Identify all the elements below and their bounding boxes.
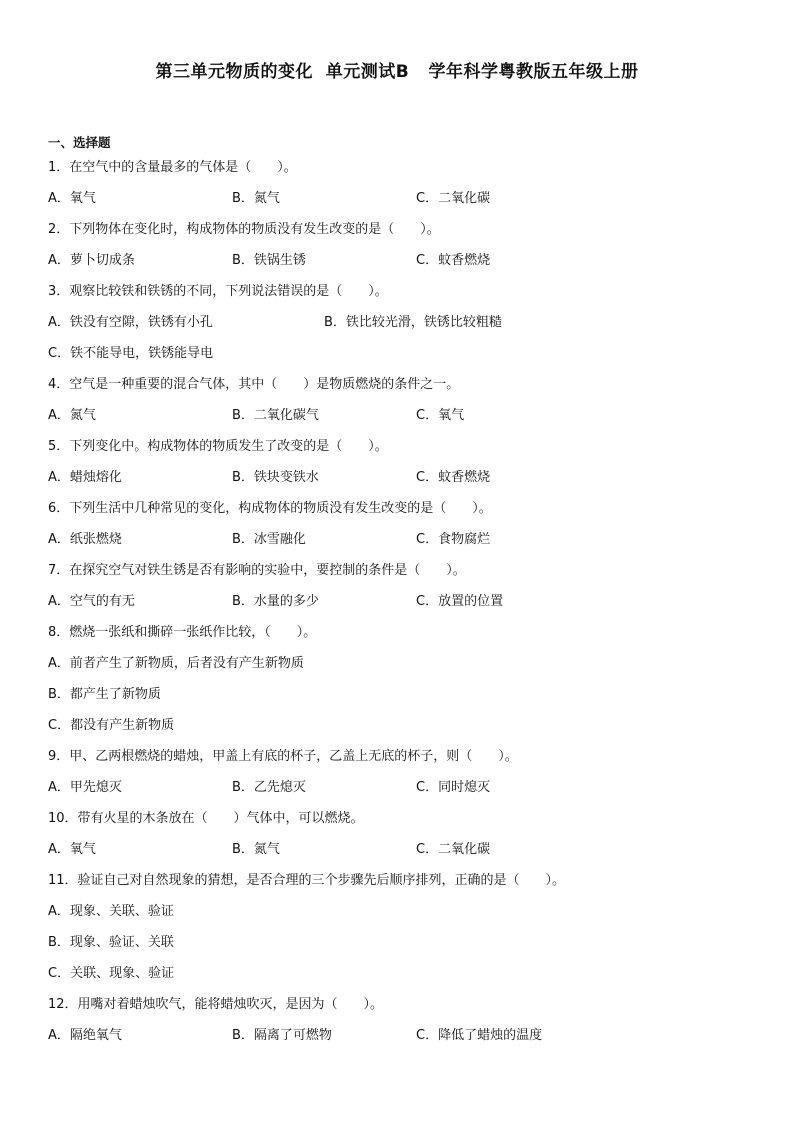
option-row	[48, 1024, 768, 1055]
answer-option: C．氧气	[416, 408, 465, 423]
answer-option: C．放置的位置	[416, 594, 504, 609]
question-stem: 10．带有火星的木条放在（ ）气体中，可以燃烧。	[48, 811, 364, 826]
answer-option: A．氮气	[48, 408, 96, 423]
answer-option: B．隔离了可燃物	[232, 1028, 332, 1043]
option-row	[48, 528, 768, 559]
answer-option: A．甲先熄灭	[48, 780, 122, 795]
answer-option: B．铁比较光滑，铁锈比较粗糙	[324, 315, 502, 330]
answer-option: B．铁锅生锈	[232, 253, 306, 268]
answer-option: A．氧气	[48, 842, 96, 857]
answer-option: B．二氧化碳气	[232, 408, 319, 423]
answer-option: C．铁不能导电，铁锈能导电	[48, 346, 214, 361]
answer-option: A．隔绝氧气	[48, 1028, 122, 1043]
answer-option: A．萝卜切成条	[48, 253, 135, 268]
option-row	[48, 900, 768, 931]
option-row	[48, 652, 768, 683]
answer-option: C．都没有产生新物质	[48, 718, 175, 733]
question-stem: 6．下列生活中几种常见的变化，构成物体的物质没有发生改变的是（ ）。	[48, 501, 492, 516]
answer-option: A．空气的有无	[48, 594, 135, 609]
answer-option: A．纸张燃烧	[48, 532, 122, 547]
answer-option: A．氧气	[48, 191, 96, 206]
answer-option: B．水量的多少	[232, 594, 319, 609]
page-title: 第三单元物质的变化 单元测试B 学年科学粤教版五年级上册	[155, 62, 639, 82]
option-row	[48, 714, 768, 745]
option-row	[48, 311, 768, 342]
question-stem: 11．验证自己对自然现象的猜想，是否合理的三个步骤先后顺序排列，正确的是（ ）。	[48, 873, 566, 888]
answer-option: B．氮气	[232, 842, 280, 857]
option-row	[48, 249, 768, 280]
answer-option: B．冰雪融化	[232, 532, 306, 547]
question-stem: 3．观察比较铁和铁锈的不同，下列说法错误的是（ ）。	[48, 284, 388, 299]
question-stem: 7．在探究空气对铁生锈是否有影响的实验中，要控制的条件是（ ）。	[48, 563, 466, 578]
question-list	[48, 156, 768, 1055]
answer-option: C．食物腐烂	[416, 532, 491, 547]
answer-option: B．乙先熄灭	[232, 780, 306, 795]
answer-option: B．都产生了新物质	[48, 687, 161, 702]
answer-option: C．二氧化碳	[416, 842, 491, 857]
answer-option: A．蜡烛熔化	[48, 470, 122, 485]
question-stem: 4．空气是一种重要的混合气体，其中（ ）是物质燃烧的条件之一。	[48, 377, 460, 392]
option-row	[48, 838, 768, 869]
option-row	[48, 187, 768, 218]
answer-option: B．铁块变铁水	[232, 470, 319, 485]
answer-option: C．关联、现象、验证	[48, 966, 175, 981]
option-row	[48, 683, 768, 714]
option-row	[48, 590, 768, 621]
answer-option: A．现象、关联、验证	[48, 904, 174, 919]
question-stem: 1．在空气中的含量最多的气体是（ ）。	[48, 160, 297, 175]
question-stem: 12．用嘴对着蜡烛吹气，能将蜡烛吹灭，是因为（ ）。	[48, 997, 384, 1012]
question-stem: 5．下列变化中。构成物体的物质发生了改变的是（ ）。	[48, 439, 388, 454]
question-stem: 8．燃烧一张纸和撕碎一张纸作比较，（ ）。	[48, 625, 317, 640]
option-row	[48, 404, 768, 435]
option-row	[48, 962, 768, 993]
section-heading: 一、选择题	[48, 135, 111, 150]
answer-option: A．前者产生了新物质，后者没有产生新物质	[48, 656, 304, 671]
answer-option: C．蚊香燃烧	[416, 470, 491, 485]
answer-option: C．二氧化碳	[416, 191, 491, 206]
question-stem: 9．甲、乙两根燃烧的蜡烛，甲盖上有底的杯子，乙盖上无底的杯子，则（ ）。	[48, 749, 518, 764]
answer-option: C．蚊香燃烧	[416, 253, 491, 268]
answer-option: B．氮气	[232, 191, 280, 206]
option-row	[48, 931, 768, 962]
question-stem: 2．下列物体在变化时，构成物体的物质没有发生改变的是（ ）。	[48, 222, 440, 237]
answer-option: C．同时熄灭	[416, 780, 491, 795]
answer-option: C．降低了蜡烛的温度	[416, 1028, 543, 1043]
answer-option: B．现象、验证、关联	[48, 935, 174, 950]
option-row	[48, 342, 768, 373]
option-row	[48, 466, 768, 497]
answer-option: A．铁没有空隙，铁锈有小孔	[48, 315, 213, 330]
option-row	[48, 776, 768, 807]
